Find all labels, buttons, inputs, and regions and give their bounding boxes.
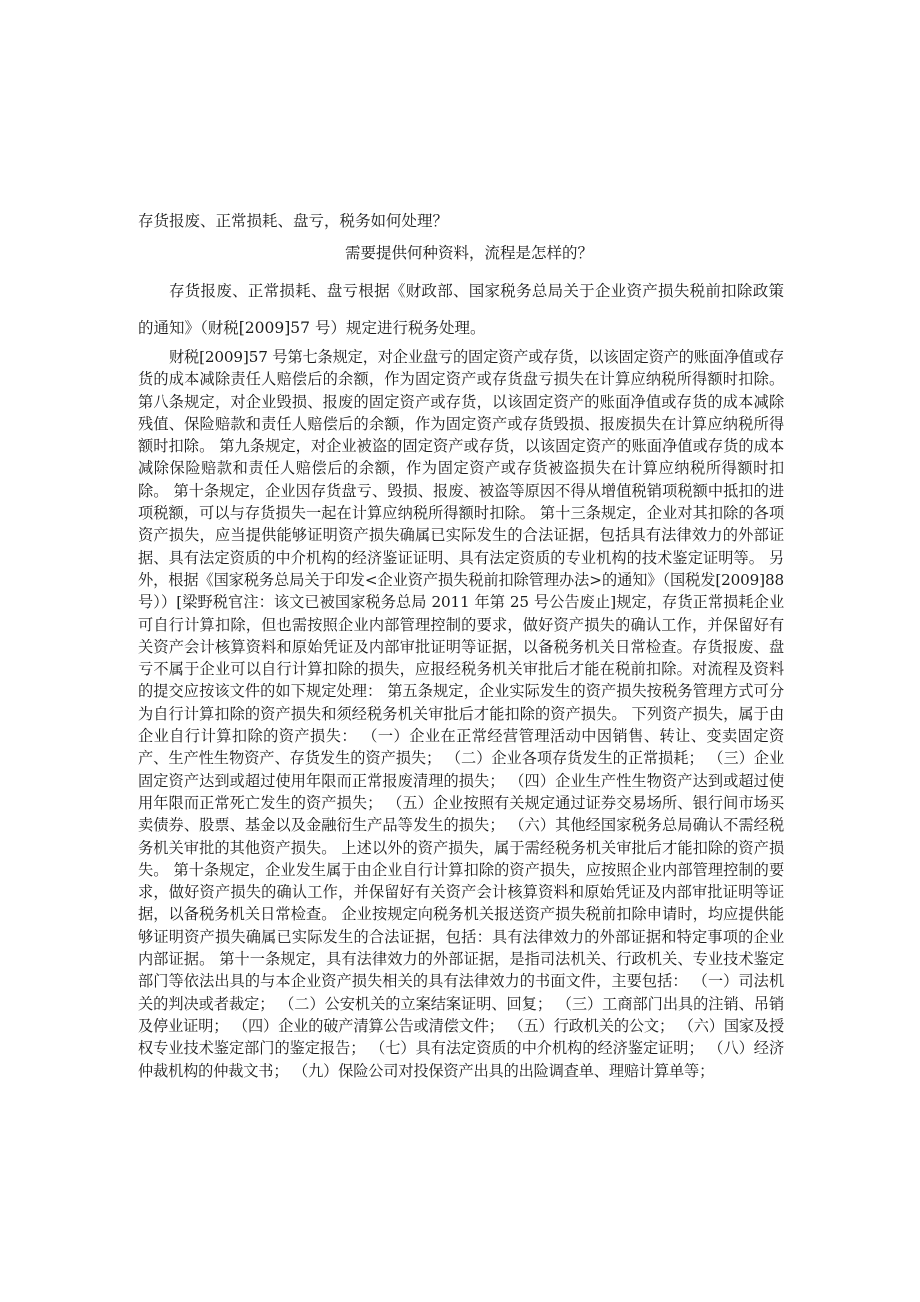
intro-paragraph: 存货报废、正常损耗、盘亏根据《财政部、国家税务总局关于企业资产损失税前扣除政策的通知》（财税[2009]57 号）规定进行税务处理。 (138, 282, 784, 337)
body-paragraph: 财税[2009]57 号第七条规定，对企业盘亏的固定资产或存货，以该固定资产的账面净值或存货的成本减除责任人赔偿后的余额，作为固定资产或存货盘亏损失在计算应纳税所得额时扣除。 第八条规定，对企业毁损、报废的固定资产或存货，以该固定资产的账面净值或存货的成本减除残值、保险赔款和责任人赔偿后的余额，作为固定资产或存货毁损、报废损失在计算应纳税所得额时扣除。 第九条规定，对企业被盗的固定资产或存货，以该固定资产的账面净值或存货的成本减除保险赔款和责任人赔偿后的余额，作为固定资产或存货被盗损失在计算应纳税所得额时扣除。 第十条规定，企业因存货盘亏、毁损、报废、被盗等原因不得从增值税销项税额中抵扣的进项税额，可以与存货损失一起在计算应纳税所得额时扣除。 第十三条规定，企业对其扣除的各项资产损失，应当提供能够证明资产损失确属已实际发生的合法证据，包括具有法律效力的外部证据、具有法定资质的中介机构的经济鉴证证明、具有法定资质的专业机构的技术鉴定证明等。 另外，根据《国家税务总局关于印发<企业资产损失税前扣除管理办法>的通知》（国税发[2009]88 号））[梁野税官注：该文已被国家税务总局 2011 年第 25 号公告废止]规定，存货正常损耗企业可自行计算扣除，但也需按照企业内部管理控制的要求，做好资产损失的确认工作，并保留好有关资产会计核算资料和原始凭证及内部审批证明等证据，以备税务机关日常检查。存货报废、盘亏不属于企业可以自行计算扣除的损失，应报经税务机关审批后才能在税前扣除。对流程及资料的提交应按该文件的如下规定处理： 第五条规定，企业实际发生的资产损失按税务管理方式可分为自行计算扣除的资产损失和须经税务机关审批后才能扣除的资产损失。 下列资产损失，属于由企业自行计算扣除的资产损失： （一）企业在正常经营管理活动中因销售、转让、变卖固定资产、生产性生物资产、存货发生的资产损失； （二）企业各项存货发生的正常损耗； （三）企业固定资产达到或超过使用年限而正常报废清理的损失； （四）企业生产性生物资产达到或超过使用年限而正常死亡发生的资产损失； （五）企业按照有关规定通过证券交易场所、银行间市场买卖债券、股票、基金以及金融衍生产品等发生的损失； （六）其他经国家税务总局确认不需经税务机关审批的其他资产损失。 上述以外的资产损失，属于需经税务机关审批后才能扣除的资产损失。 第十条规定，企业发生属于由企业自行计算扣除的资产损失，应按照企业内部管理控制的要求，做好资产损失的确认工作，并保留好有关资产会计核算资料和原始凭证及内部审批证明等证据，以备税务机关日常检查。 企业按规定向税务机关报送资产损失税前扣除申请时，均应提供能够证明资产损失确属已实际发生的合法证据，包括：具有法律效力的外部证据和特定事项的企业内部证据。 第十一条规定，具有法律效力的外部证据，是指司法机关、行政机关、专业技术鉴定部门等依法出具的与本企业资产损失相关的具有法律效力的书面文件，主要包括： （一）司法机关的判决或者裁定； （二）公安机关的立案结案证明、回复； （三）工商部门出具的注销、吊销及停业证明； （四）企业的破产清算公告或清偿文件； （五）行政机关的公文； （六）国家及授权专业技术鉴定部门的鉴定报告； （七）具有法定资质的中介机构的经济鉴定证明； （八）经济仲裁机构的仲裁文书； （九）保险公司对投保资产出具的出险调查单、理赔计算单等； (138, 348, 784, 1080)
document-subtitle: 需要提供何种资料，流程是怎样的？ (344, 244, 593, 262)
document-title: 存货报废、正常损耗、盘亏，税务如何处理？ (138, 212, 449, 230)
